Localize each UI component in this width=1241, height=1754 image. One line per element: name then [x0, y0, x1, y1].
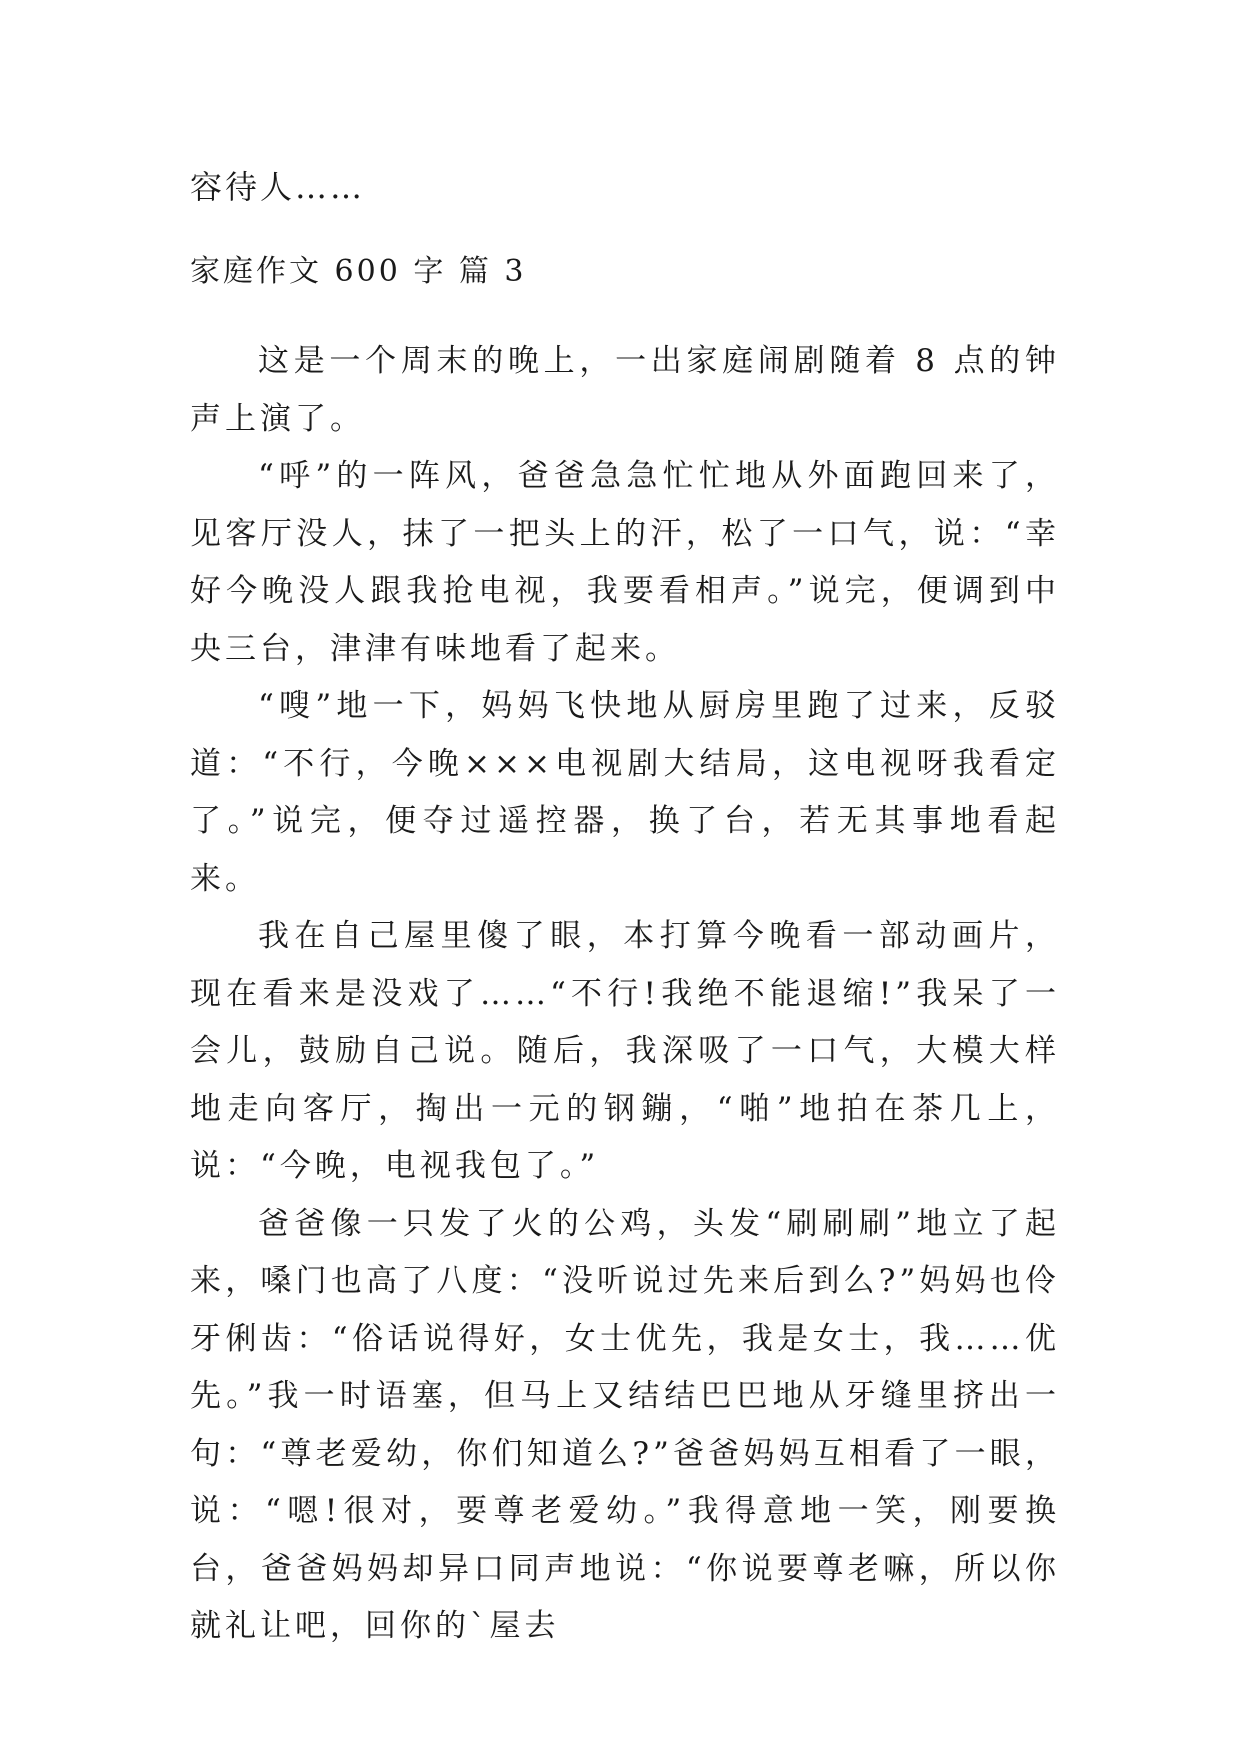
continuation-text: 容待人……	[190, 168, 366, 206]
essay-heading: 家庭作文 600 字 篇 3	[190, 254, 527, 289]
essay-body	[190, 333, 1060, 1656]
paragraph: 这是一个周末的晚上，一出家庭闹剧随着 8 点的钟声上演了。	[190, 343, 1060, 437]
paragraph: “嗖”地一下，妈妈飞快地从厨房里跑了过来，反驳道：“不行，今晚×××电视剧大结局，这电视呀我看定了。”说完，便夺过遥控器，换了台，若无其事地看起来。	[190, 688, 1060, 897]
paragraph: 我在自己屋里傻了眼，本打算今晚看一部动画片，现在看来是没戏了……“不行!我绝不能退缩!”我呆了一会儿，鼓励自己说。随后，我深吸了一口气，大模大样地走向客厅，掏出一元的钢鏰，“啪”地拍在茶几上，说：“今晚，电视我包了。”	[190, 918, 1060, 1184]
paragraph: 爸爸像一只发了火的公鸡，头发“刷刷刷”地立了起来，嗓门也高了八度：“没听说过先来后到么?”妈妈也伶牙俐齿：“俗话说得好，女士优先，我是女士，我……优先。”我一时语塞，但马上又结结巴巴地从牙缝里挤出一句：“尊老爱幼，你们知道么?”爸爸妈妈互相看了一眼，说：“嗯!很对，要尊老爱幼。”我得意地一笑，刚要换台，爸爸妈妈却异口同声地说：“你说要尊老嘛，所以你就礼让吧，回你的`屋去	[190, 1205, 1060, 1644]
paragraph: “呼”的一阵风，爸爸急急忙忙地从外面跑回来了，见客厅没人，抹了一把头上的汗，松了一口气，说：“幸好今晚没人跟我抢电视，我要看相声。”说完，便调到中央三台，津津有味地看了起来。	[190, 458, 1060, 667]
